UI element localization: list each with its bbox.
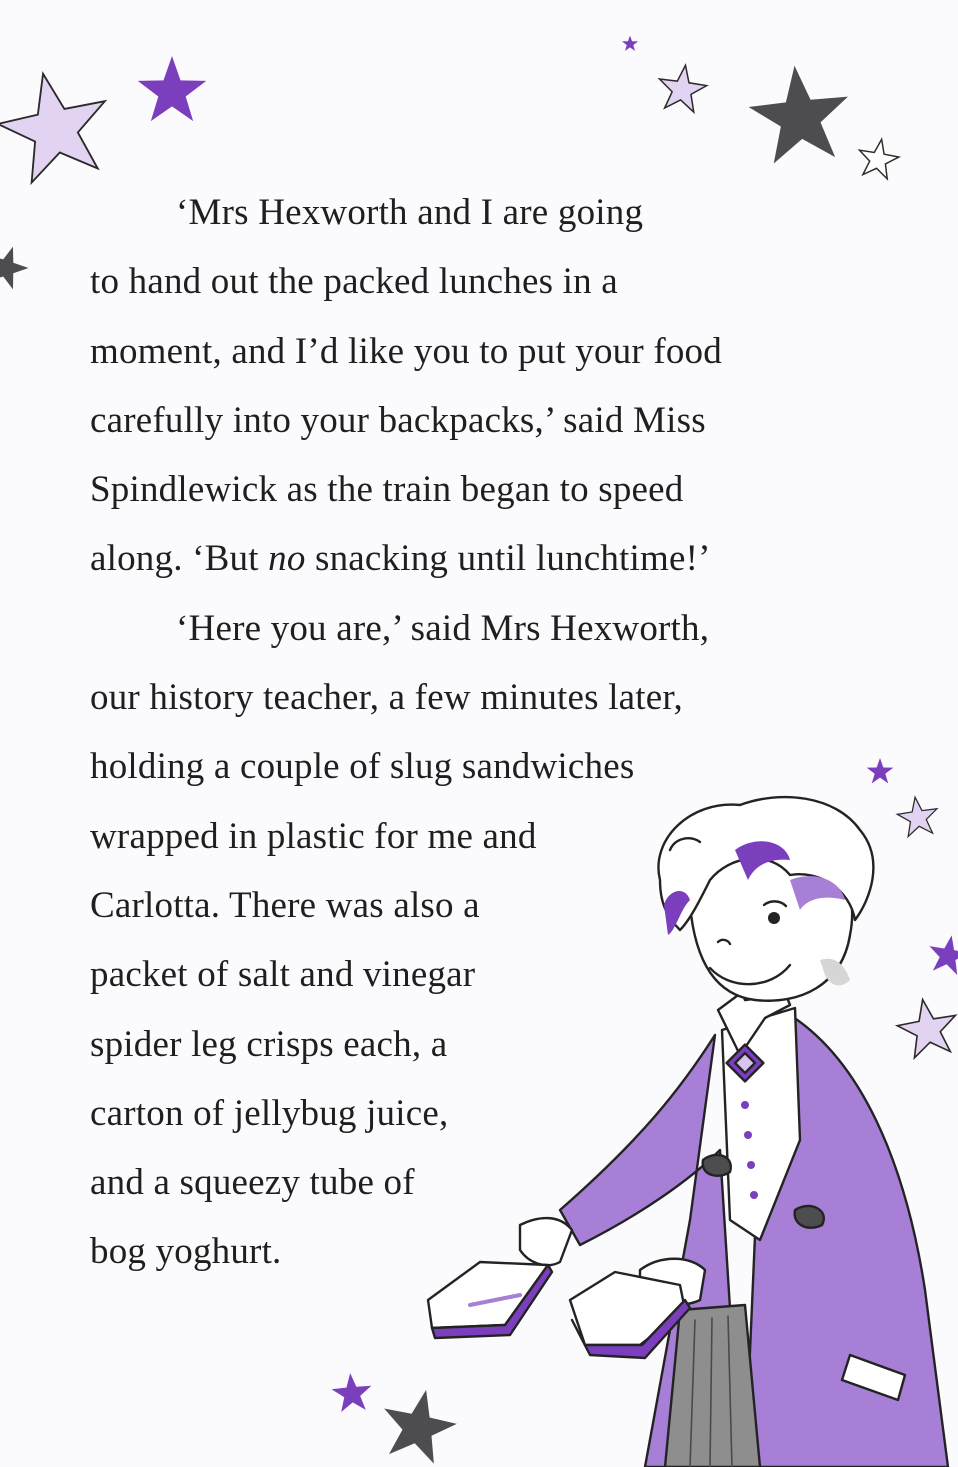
paragraph-line: ‘Mrs Hexworth and I are going <box>176 192 644 233</box>
paragraph-line: ‘Here you are,’ said Mrs Hexworth, <box>176 607 710 649</box>
paragraph-line: Spindlewick as the train began to speed <box>90 469 684 511</box>
paragraph-line: moment, and I’d like you to put your food <box>90 330 722 372</box>
paragraph-line: bog yoghurt. <box>90 1231 282 1273</box>
star-icon <box>656 62 709 113</box>
paragraph-line: to hand out the packed lunches in a <box>90 261 618 303</box>
star-icon <box>855 136 901 180</box>
paragraph-line: carton of jellybug juice, <box>90 1092 449 1134</box>
star-icon <box>745 61 854 166</box>
star-icon <box>894 994 958 1060</box>
paragraph-line: packet of salt and vinegar <box>90 954 476 996</box>
star-icon <box>138 56 207 121</box>
paragraph-line: holding a couple of slug sandwiches <box>90 746 635 788</box>
star-icon <box>0 240 33 292</box>
star-icon <box>0 62 118 187</box>
paragraph-line: Carlotta. There was also a <box>90 884 480 926</box>
paragraph-line: spider leg crisps each, a <box>90 1023 448 1065</box>
paragraph-line: wrapped in plastic for me and <box>90 815 537 857</box>
text-run: along. ‘But <box>90 538 269 580</box>
text-run: snacking until lunchtime!’ <box>305 538 711 580</box>
paragraph-line: and a squeezy tube of <box>90 1162 415 1204</box>
star-icon <box>925 932 958 976</box>
star-icon <box>895 794 940 837</box>
paragraph-line: carefully into your backpacks,’ said Miss <box>90 399 706 441</box>
paragraph-line: our history teacher, a few minutes later, <box>90 677 683 719</box>
paragraph-line <box>90 524 810 593</box>
star-icon <box>375 1382 462 1466</box>
emphasis-text: no <box>268 538 306 580</box>
star-icon <box>867 758 894 783</box>
story-text <box>90 178 810 1287</box>
star-icon <box>622 36 638 51</box>
star-icon <box>330 1371 373 1412</box>
